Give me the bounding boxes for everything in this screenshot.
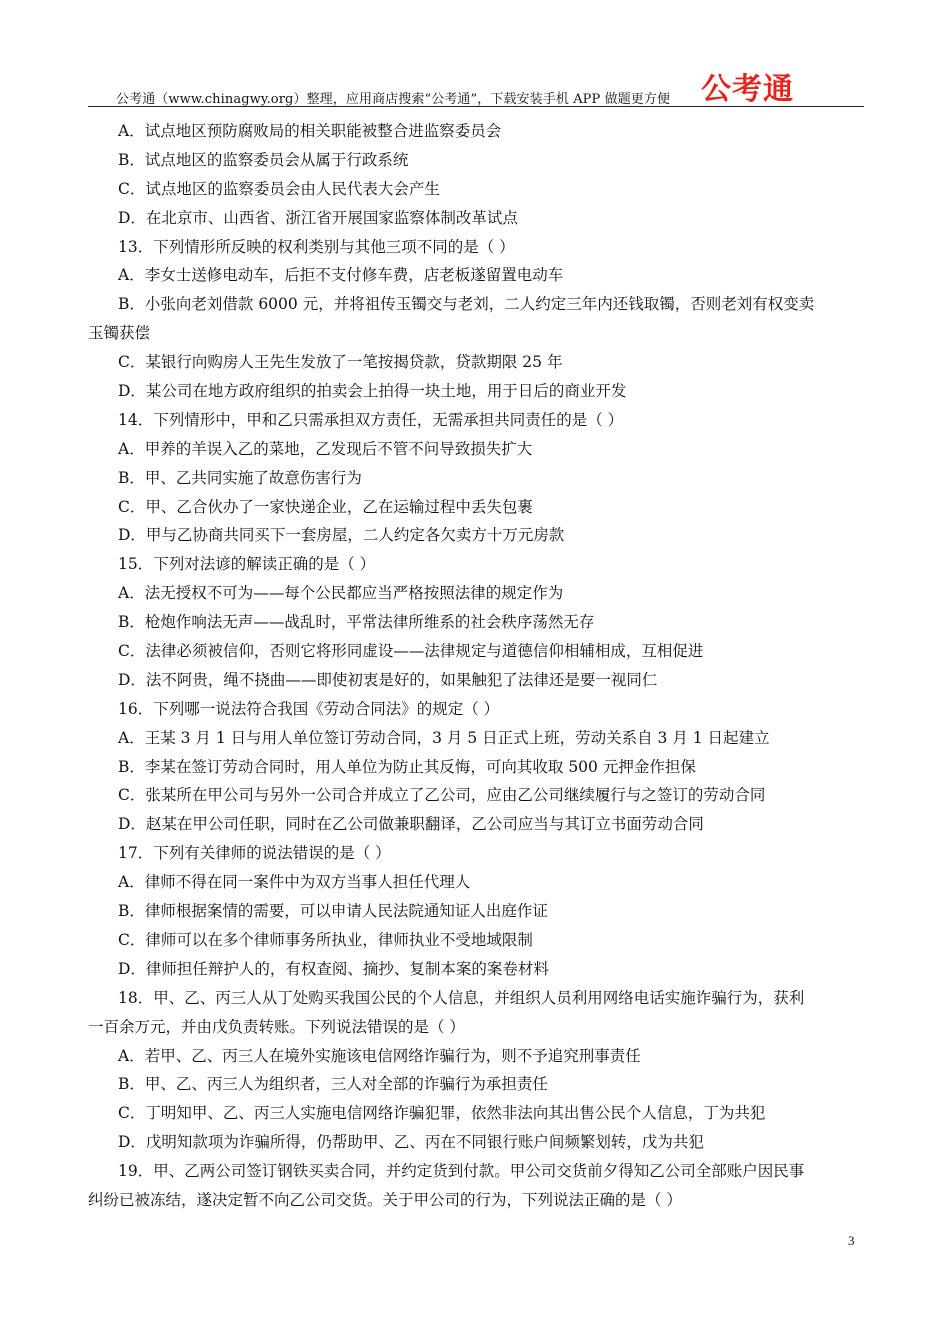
text-line: D．戊明知款项为诈骗所得，仍帮助甲、乙、丙在不同银行账户间频繁划转，戊为共犯	[118, 1133, 704, 1152]
text-line: A．法无授权不可为——每个公民都应当严格按照法律的规定作为	[118, 584, 564, 603]
text-line: C．某银行向购房人王先生发放了一笔按揭贷款，贷款期限 25 年	[118, 353, 563, 372]
text-line: 18．甲、乙、丙三人从丁处购买我国公民的个人信息，并组织人员利用网络电话实施诈骗行为，获利	[118, 988, 805, 1007]
text-line: C．法律必须被信仰，否则它将形同虚设——法律规定与道德信仰相辅相成，互相促进	[118, 642, 704, 661]
text-line: 13．下列情形所反映的权利类别与其他三项不同的是（ ）	[118, 237, 515, 256]
text-line: 一百余万元，并由戊负责转账。下列说法错误的是（ ）	[88, 1017, 465, 1036]
text-line: B．甲、乙、丙三人为组织者，三人对全部的诈骗行为承担责任	[118, 1075, 548, 1094]
text-line: 纠纷已被冻结，遂决定暂不向乙公司交货。关于甲公司的行为，下列说法正确的是（ ）	[88, 1190, 682, 1209]
text-line: A．律师不得在同一案件中为双方当事人担任代理人	[118, 873, 471, 892]
text-line: C．丁明知甲、乙、丙三人实施电信网络诈骗犯罪，依然非法向其出售公民个人信息，丁为共犯	[118, 1104, 766, 1123]
text-line: 玉镯获偿	[88, 324, 151, 343]
text-line: D．律师担任辩护人的，有权查阅、摘抄、复制本案的案卷材料	[118, 959, 549, 978]
text-line: C．试点地区的监察委员会由人民代表大会产生	[118, 179, 440, 198]
header-text: 公考通（www.chinagwy.org）整理，应用商店搜索“公考通”，下载安装手机 APP 做题更方便	[116, 92, 671, 107]
text-line: A．试点地区预防腐败局的相关职能被整合进监察委员会	[118, 122, 502, 140]
text-line: B．律师根据案情的需要，可以申请人民法院通知证人出庭作证	[118, 902, 548, 921]
text-line: C．张某所在甲公司与另外一公司合并成立了乙公司，应由乙公司继续履行与之签订的劳动合同	[118, 786, 766, 805]
text-line: D．某公司在地方政府组织的拍卖会上拍得一块土地，用于日后的商业开发	[118, 382, 627, 401]
document-body	[88, 117, 864, 1215]
text-line: 16．下列哪一说法符合我国《劳动合同法》的规定（ ）	[118, 699, 500, 718]
text-line: B．李某在签订劳动合同时，用人单位为防止其反悔，可向其收取 500 元押金作担保	[118, 757, 696, 776]
page-number: 3	[848, 1233, 855, 1248]
text-line: 14．下列情形中，甲和乙只需承担双方责任，无需承担共同责任的是（ ）	[118, 410, 624, 429]
text-line: 17．下列有关律师的说法错误的是（ ）	[118, 844, 391, 863]
text-line: A．王某 3 月 1 日与用人单位签订劳动合同，3 月 5 日正式上班，劳动关系自 3 月 1 日起建立	[118, 728, 770, 747]
text-line: 15．下列对法谚的解读正确的是（ ）	[118, 555, 376, 574]
brand-logo: 公考通	[701, 72, 794, 107]
text-line: B．试点地区的监察委员会从属于行政系统	[118, 150, 409, 169]
text-line: A．李女士送修电动车，后拒不支付修车费，店老板遂留置电动车	[118, 266, 564, 285]
text-line: C．律师可以在多个律师事务所执业，律师执业不受地域限制	[118, 930, 533, 949]
text-line: A．若甲、乙、丙三人在境外实施该电信网络诈骗行为，则不予追究刑事责任	[118, 1046, 641, 1065]
text-line: D．在北京市、山西省、浙江省开展国家监察体制改革试点	[118, 208, 518, 227]
page-header	[88, 64, 864, 107]
text-line: D．甲与乙协商共同买下一套房屋，二人约定各欠卖方十万元房款	[118, 526, 565, 545]
text-line: A．甲养的羊误入乙的菜地，乙发现后不管不问导致损失扩大	[118, 439, 533, 458]
text-line: B．枪炮作响法无声——战乱时，平常法律所维系的社会秩序荡然无存	[118, 613, 595, 632]
text-line: D．赵某在甲公司任职，同时在乙公司做兼职翻译，乙公司应当与其订立书面劳动合同	[118, 815, 704, 834]
text-line: D．法不阿贵，绳不挠曲——即使初衷是好的，如果触犯了法律还是要一视同仁	[118, 670, 658, 689]
text-line: C．甲、乙合伙办了一家快递企业，乙在运输过程中丢失包裹	[118, 497, 533, 516]
text-line: 19．甲、乙两公司签订钢铁买卖合同，并约定货到付款。甲公司交货前夕得知乙公司全部账户因民事	[118, 1162, 805, 1181]
text-line: B．甲、乙共同实施了故意伤害行为	[118, 468, 362, 487]
text-line: B．小张向老刘借款 6000 元，并将祖传玉镯交与老刘，二人约定三年内还钱取镯，否则老刘有权变卖	[118, 295, 815, 314]
